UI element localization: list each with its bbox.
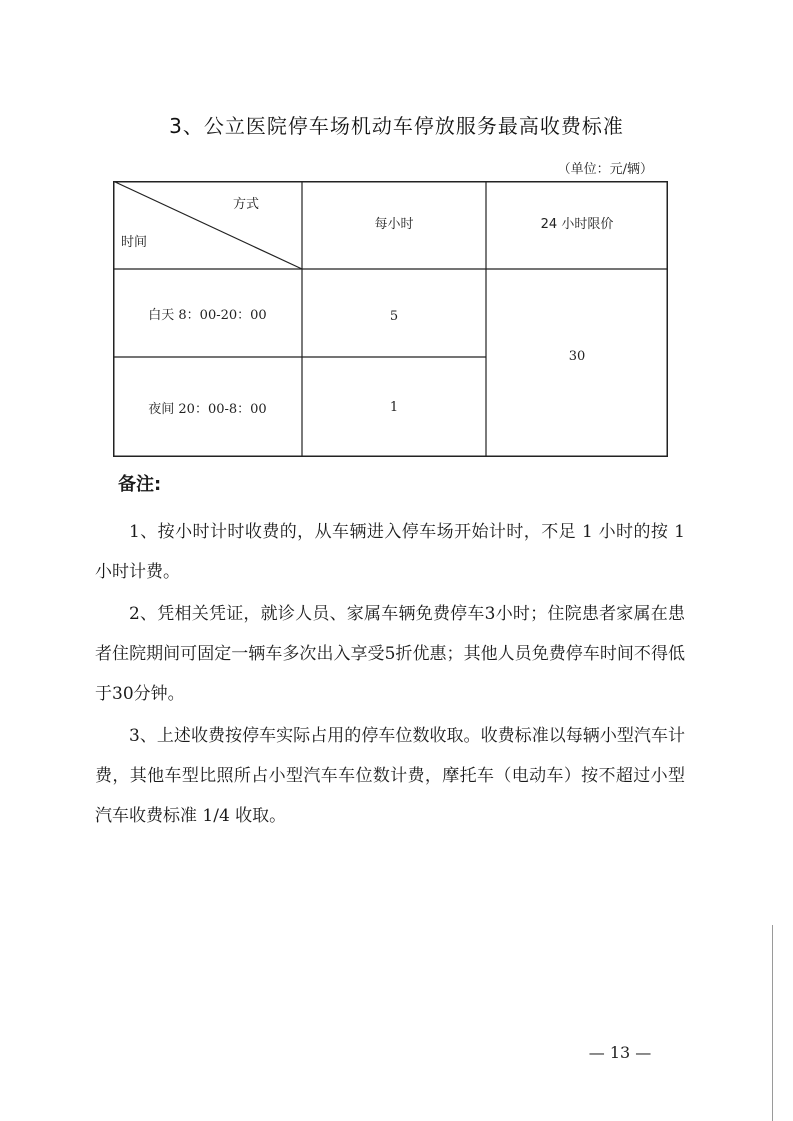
header-daily-cap: 24 小时限价 (540, 216, 614, 232)
unit-note: （单位：元/辆） (557, 162, 653, 177)
page-title: 3、公立医院停车场机动车停放服务最高收费标准 (169, 114, 624, 138)
corner-label-time: 时间 (121, 235, 148, 250)
header-hourly: 每小时 (374, 216, 414, 232)
row-night-hourly: 1 (389, 399, 399, 415)
row-night-period: 夜间 20：00-8：00 (148, 401, 267, 417)
fee-table (113, 181, 668, 457)
corner-label-method: 方式 (233, 197, 260, 212)
remark-item: 2、凭相关凭证，就诊人员、家属车辆免费停车3小时；住院患者家属在患者住院期间可固定一辆车多次出入享受5折优惠；其他人员免费停车时间不得低于30分钟。 (95, 604, 685, 704)
remarks-heading: 备注: (118, 474, 162, 495)
row-day-hourly: 5 (389, 308, 399, 324)
row-day-period: 白天 8：00-20：00 (148, 307, 267, 323)
remark-item: 1、按小时计时收费的，从车辆进入停车场开始计时，不足 1 小时的按 1 小时计费。 (95, 522, 685, 582)
remarks-list (95, 512, 685, 836)
diagonal-divider (113, 181, 302, 269)
remark-item: 3、上述收费按停车实际占用的停车位数收取。收费标准以每辆小型汽车计费，其他车型比照所占小型汽车车位数计费，摩托车（电动车）按不超过小型汽车收费标准 1/4 收取。 (95, 726, 685, 826)
daily-cap-value: 30 (568, 348, 586, 364)
scan-edge-line (772, 925, 773, 1121)
page-number: — 13 — (588, 1043, 652, 1062)
